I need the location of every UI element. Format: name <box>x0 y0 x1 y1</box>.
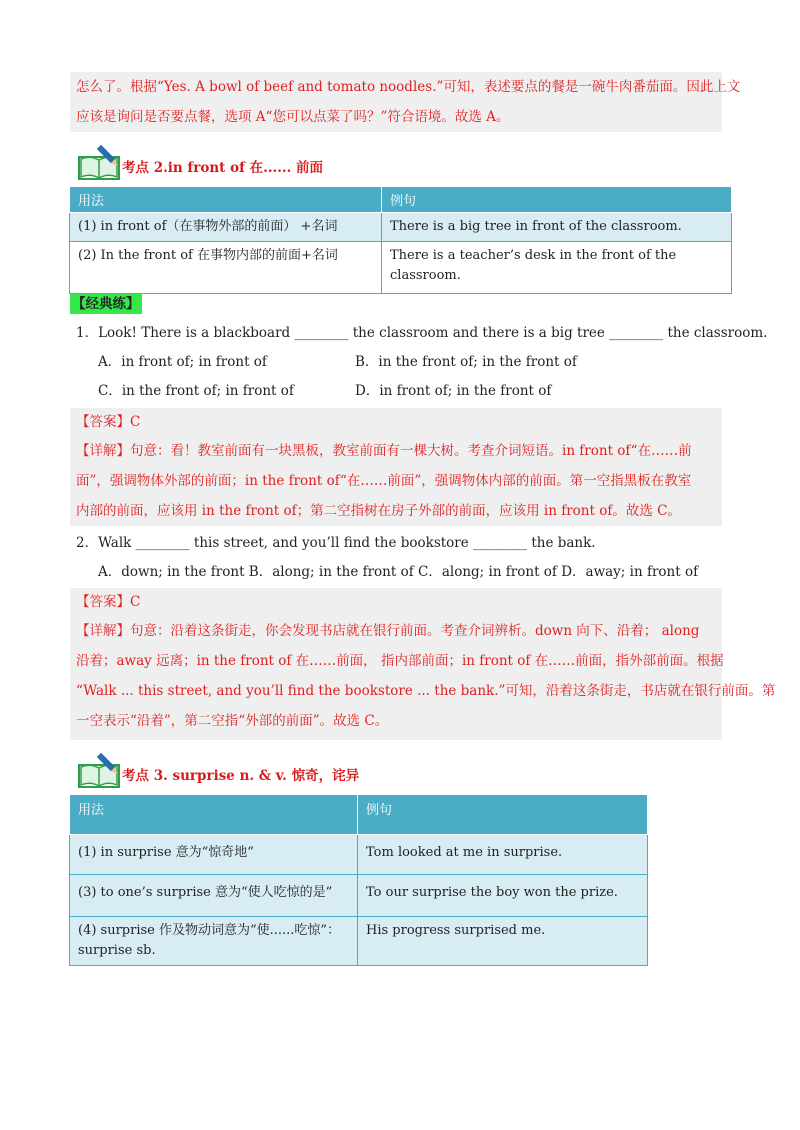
table-row <box>70 835 648 875</box>
section-3-table <box>69 794 648 966</box>
question-1-option-a: A．in front of; in front of <box>98 354 267 370</box>
question-2-detail-line: 【详解】句意：沿着这条街走，你会发现书店就在银行前面。考查介词辨析。down 向下、沿着； along <box>76 623 700 639</box>
question-2-detail-line: “Walk ... this street, and you’ll find the bookstore ... the bank.”可知，沿着这条街走，书店就在银行前面。第 <box>76 683 776 699</box>
table-cell: There is a big tree in front of the classroom. <box>382 213 732 242</box>
table-cell: Tom looked at me in surprise. <box>358 835 648 875</box>
table-cell: (2) In the front of 在事物内部的前面+名词 <box>70 242 382 294</box>
question-2-detail-line: 一空表示“沿着”，第二空指“外部的前面”。故选 C。 <box>76 713 389 729</box>
table-row <box>70 875 648 917</box>
table-header-example: 例句 <box>358 795 648 835</box>
question-1-stem: 1．Look! There is a blackboard ________ the classroom and there is a big tree ________ the classroom. <box>76 325 768 341</box>
table-cell: To our surprise the boy won the prize. <box>358 875 648 917</box>
intro-line-1: 怎么了。根据“Yes. A bowl of beef and tomato noodles.”可知，表述要点的餐是一碗牛肉番茄面。因此上文 <box>76 79 741 95</box>
table-row <box>70 242 732 294</box>
question-2-answer-block <box>70 588 776 740</box>
section-2-table <box>69 186 732 294</box>
table-header-usage: 用法 <box>70 187 382 213</box>
question-2-options: A．down; in the front B．along; in the front of C．along; in front of D．away; in front of <box>98 564 699 580</box>
table-header-usage: 用法 <box>70 795 358 835</box>
book-pencil-icon <box>76 144 122 182</box>
book-pencil-icon <box>76 752 122 790</box>
question-1-option-d: D．in front of; in the front of <box>355 383 552 399</box>
practice-tag: 【经典练】 <box>72 296 140 312</box>
section-2-title: 考点 2.in front of 在...... 前面 <box>122 160 324 176</box>
question-1-detail-line: 内部的前面，应该用 in the front of；第二空指树在房子外部的前面，应该用 in front of。故选 C。 <box>76 503 681 519</box>
question-1-answer-block <box>70 408 722 526</box>
table-cell: His progress surprised me. <box>358 917 648 966</box>
question-2-stem: 2．Walk ________ this street, and you’ll find the bookstore ________ the bank. <box>76 535 596 551</box>
table-cell: There is a teacher’s desk in the front of the classroom. <box>382 242 732 294</box>
table-header-example: 例句 <box>382 187 732 213</box>
question-1-answer: 【答案】C <box>76 414 141 430</box>
table-cell: (4) surprise 作及物动词意为“使......吃惊”：surprise sb. <box>70 917 358 966</box>
question-2-answer: 【答案】C <box>76 594 141 610</box>
question-1-detail-line: 【详解】句意：看！教室前面有一块黑板，教室前面有一棵大树。考查介词短语。in front of“在……前 <box>76 443 692 459</box>
question-1-option-c: C．in the front of; in front of <box>98 383 294 399</box>
section-3-title: 考点 3. surprise n. & v. 惊奇，诧异 <box>122 768 360 784</box>
table-row <box>70 917 648 966</box>
table-cell: (3) to one’s surprise 意为“使人吃惊的是” <box>70 875 358 917</box>
table-cell: (1) in surprise 意为“惊奇地” <box>70 835 358 875</box>
table-row <box>70 213 732 242</box>
intro-explanation <box>70 72 741 132</box>
question-2-detail-line: 沿着；away 远离；in the front of 在……前面， 指内部前面；in front of 在……前面，指外部前面。根据 <box>76 653 724 669</box>
question-1-detail-line: 面”，强调物体外部的前面；in the front of“在……前面”，强调物体内部的前面。第一空指黑板在教室 <box>76 473 692 489</box>
intro-line-2: 应该是询问是否要点餐，选项 A“您可以点菜了吗？”符合语境。故选 A。 <box>76 109 510 125</box>
question-1-option-b: B．in the front of; in the front of <box>355 354 577 370</box>
table-cell: (1) in front of（在事物外部的前面） +名词 <box>70 213 382 242</box>
